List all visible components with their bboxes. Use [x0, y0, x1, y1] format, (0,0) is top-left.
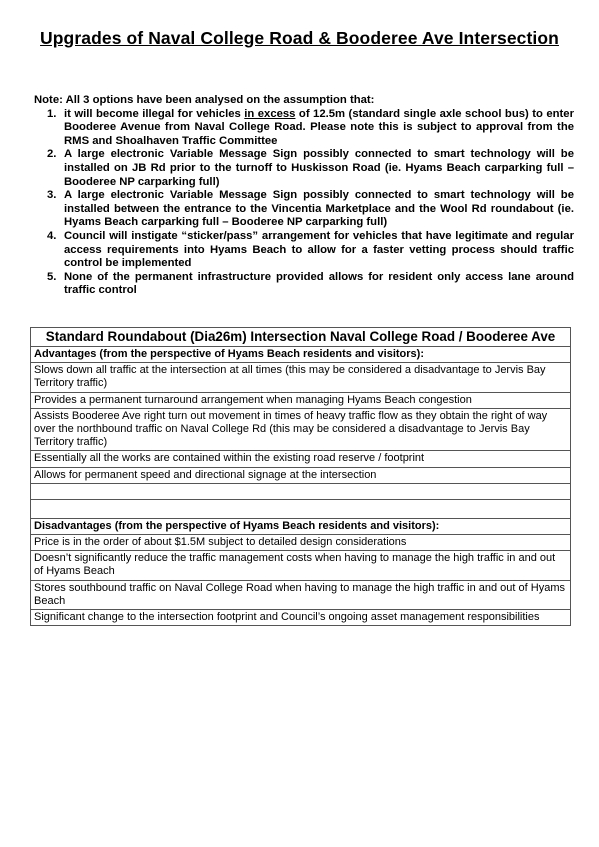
- advantage-cell: Essentially all the works are contained within the existing road reserve / footprint: [31, 451, 571, 467]
- table-row: [31, 363, 571, 392]
- list-number: 2.: [47, 148, 57, 161]
- table-row: [31, 535, 571, 551]
- table-row: [31, 499, 571, 518]
- list-item: [34, 230, 574, 271]
- list-text: Council will instigate “sticker/pass” arrangement for vehicles that have legitimate and regular access requirements into Hyams Beach to allow for a faster vetting process should traffic control be implemented: [64, 229, 574, 270]
- table-row: [31, 580, 571, 609]
- page-title: Upgrades of Naval College Road & Booderee Ave Intersection: [40, 28, 559, 48]
- list-text: None of the permanent infrastructure provided allows for resident only access lane around traffic control: [64, 270, 574, 297]
- list-text: A large electronic Variable Message Sign possibly connected to smart technology will be installed on JB Rd prior to the turnoff to Huskisson Road (ie. Hyams Beach carparking full – Booderee NP carparking full): [64, 148, 574, 188]
- table-row: [31, 328, 571, 347]
- list-text-part: it will become illegal for vehicles: [64, 107, 245, 120]
- table-row: [31, 347, 571, 363]
- list-number: 4.: [47, 229, 57, 242]
- advantage-cell: Assists Booderee Ave right turn out movement in times of heavy traffic flow as they obtain the right of way over the northbound traffic on Naval College Rd (this may be considered a disadvantage to Jervis Bay Territory traffic): [31, 408, 571, 451]
- empty-cell: [31, 483, 571, 499]
- list-number: 5.: [47, 270, 57, 283]
- table-row: [31, 518, 571, 534]
- option-table: [30, 327, 571, 626]
- list-item: [34, 108, 574, 149]
- table-row: [31, 451, 571, 467]
- assumptions-list: [34, 108, 574, 298]
- note-heading: Note: All 3 options have been analysed on the assumption that:: [34, 94, 375, 106]
- list-text-part: of 12.5m (standard single axle school bus) to enter Booderee Avenue from Naval College Road. Please note this is subject to approval from the RMS and Shoalhaven Traffic Committee: [64, 107, 574, 147]
- advantage-cell: Slows down all traffic at the intersection at all times (this may be considered a disadvantage to Jervis Bay Territory traffic): [31, 363, 571, 392]
- table-row: [31, 467, 571, 483]
- advantage-cell: Provides a permanent turnaround arrangement when managing Hyams Beach congestion: [31, 392, 571, 408]
- table-row: [31, 483, 571, 499]
- list-text: [64, 108, 574, 149]
- disadvantage-cell: Stores southbound traffic on Naval College Road when having to manage the high traffic in and out of Hyams Beach: [31, 580, 571, 609]
- list-number: 3.: [47, 189, 57, 202]
- disadvantage-cell: Price is in the order of about $1.5M subject to detailed design considerations: [31, 535, 571, 551]
- table-row: [31, 392, 571, 408]
- list-item: [34, 189, 574, 230]
- list-number: 1.: [47, 107, 57, 120]
- table-row: [31, 610, 571, 626]
- table-row: [31, 551, 571, 580]
- disadvantages-heading: Disadvantages (from the perspective of Hyams Beach residents and visitors):: [31, 518, 571, 534]
- list-item: [34, 148, 574, 189]
- empty-cell: [31, 499, 571, 518]
- table-title: Standard Roundabout (Dia26m) Intersection Naval College Road / Booderee Ave: [31, 328, 571, 347]
- underlined-text: in excess: [244, 107, 296, 120]
- list-text: A large electronic Variable Message Sign possibly connected to smart technology will be installed between the entrance to the Vincentia Marketplace and the Wool Rd roundabout (ie. Hyams Beach carparking full – Booderee NP carparking full): [64, 189, 574, 229]
- advantages-heading: Advantages (from the perspective of Hyams Beach residents and visitors):: [31, 347, 571, 363]
- list-item: [34, 271, 574, 298]
- table-row: [31, 408, 571, 451]
- disadvantage-cell: Doesn’t significantly reduce the traffic management costs when having to manage the high traffic in and out of Hyams Beach: [31, 551, 571, 580]
- disadvantage-cell: Significant change to the intersection footprint and Council’s ongoing asset management responsibilities: [31, 610, 571, 626]
- assumptions-note: [34, 94, 574, 298]
- advantage-cell: Allows for permanent speed and directional signage at the intersection: [31, 467, 571, 483]
